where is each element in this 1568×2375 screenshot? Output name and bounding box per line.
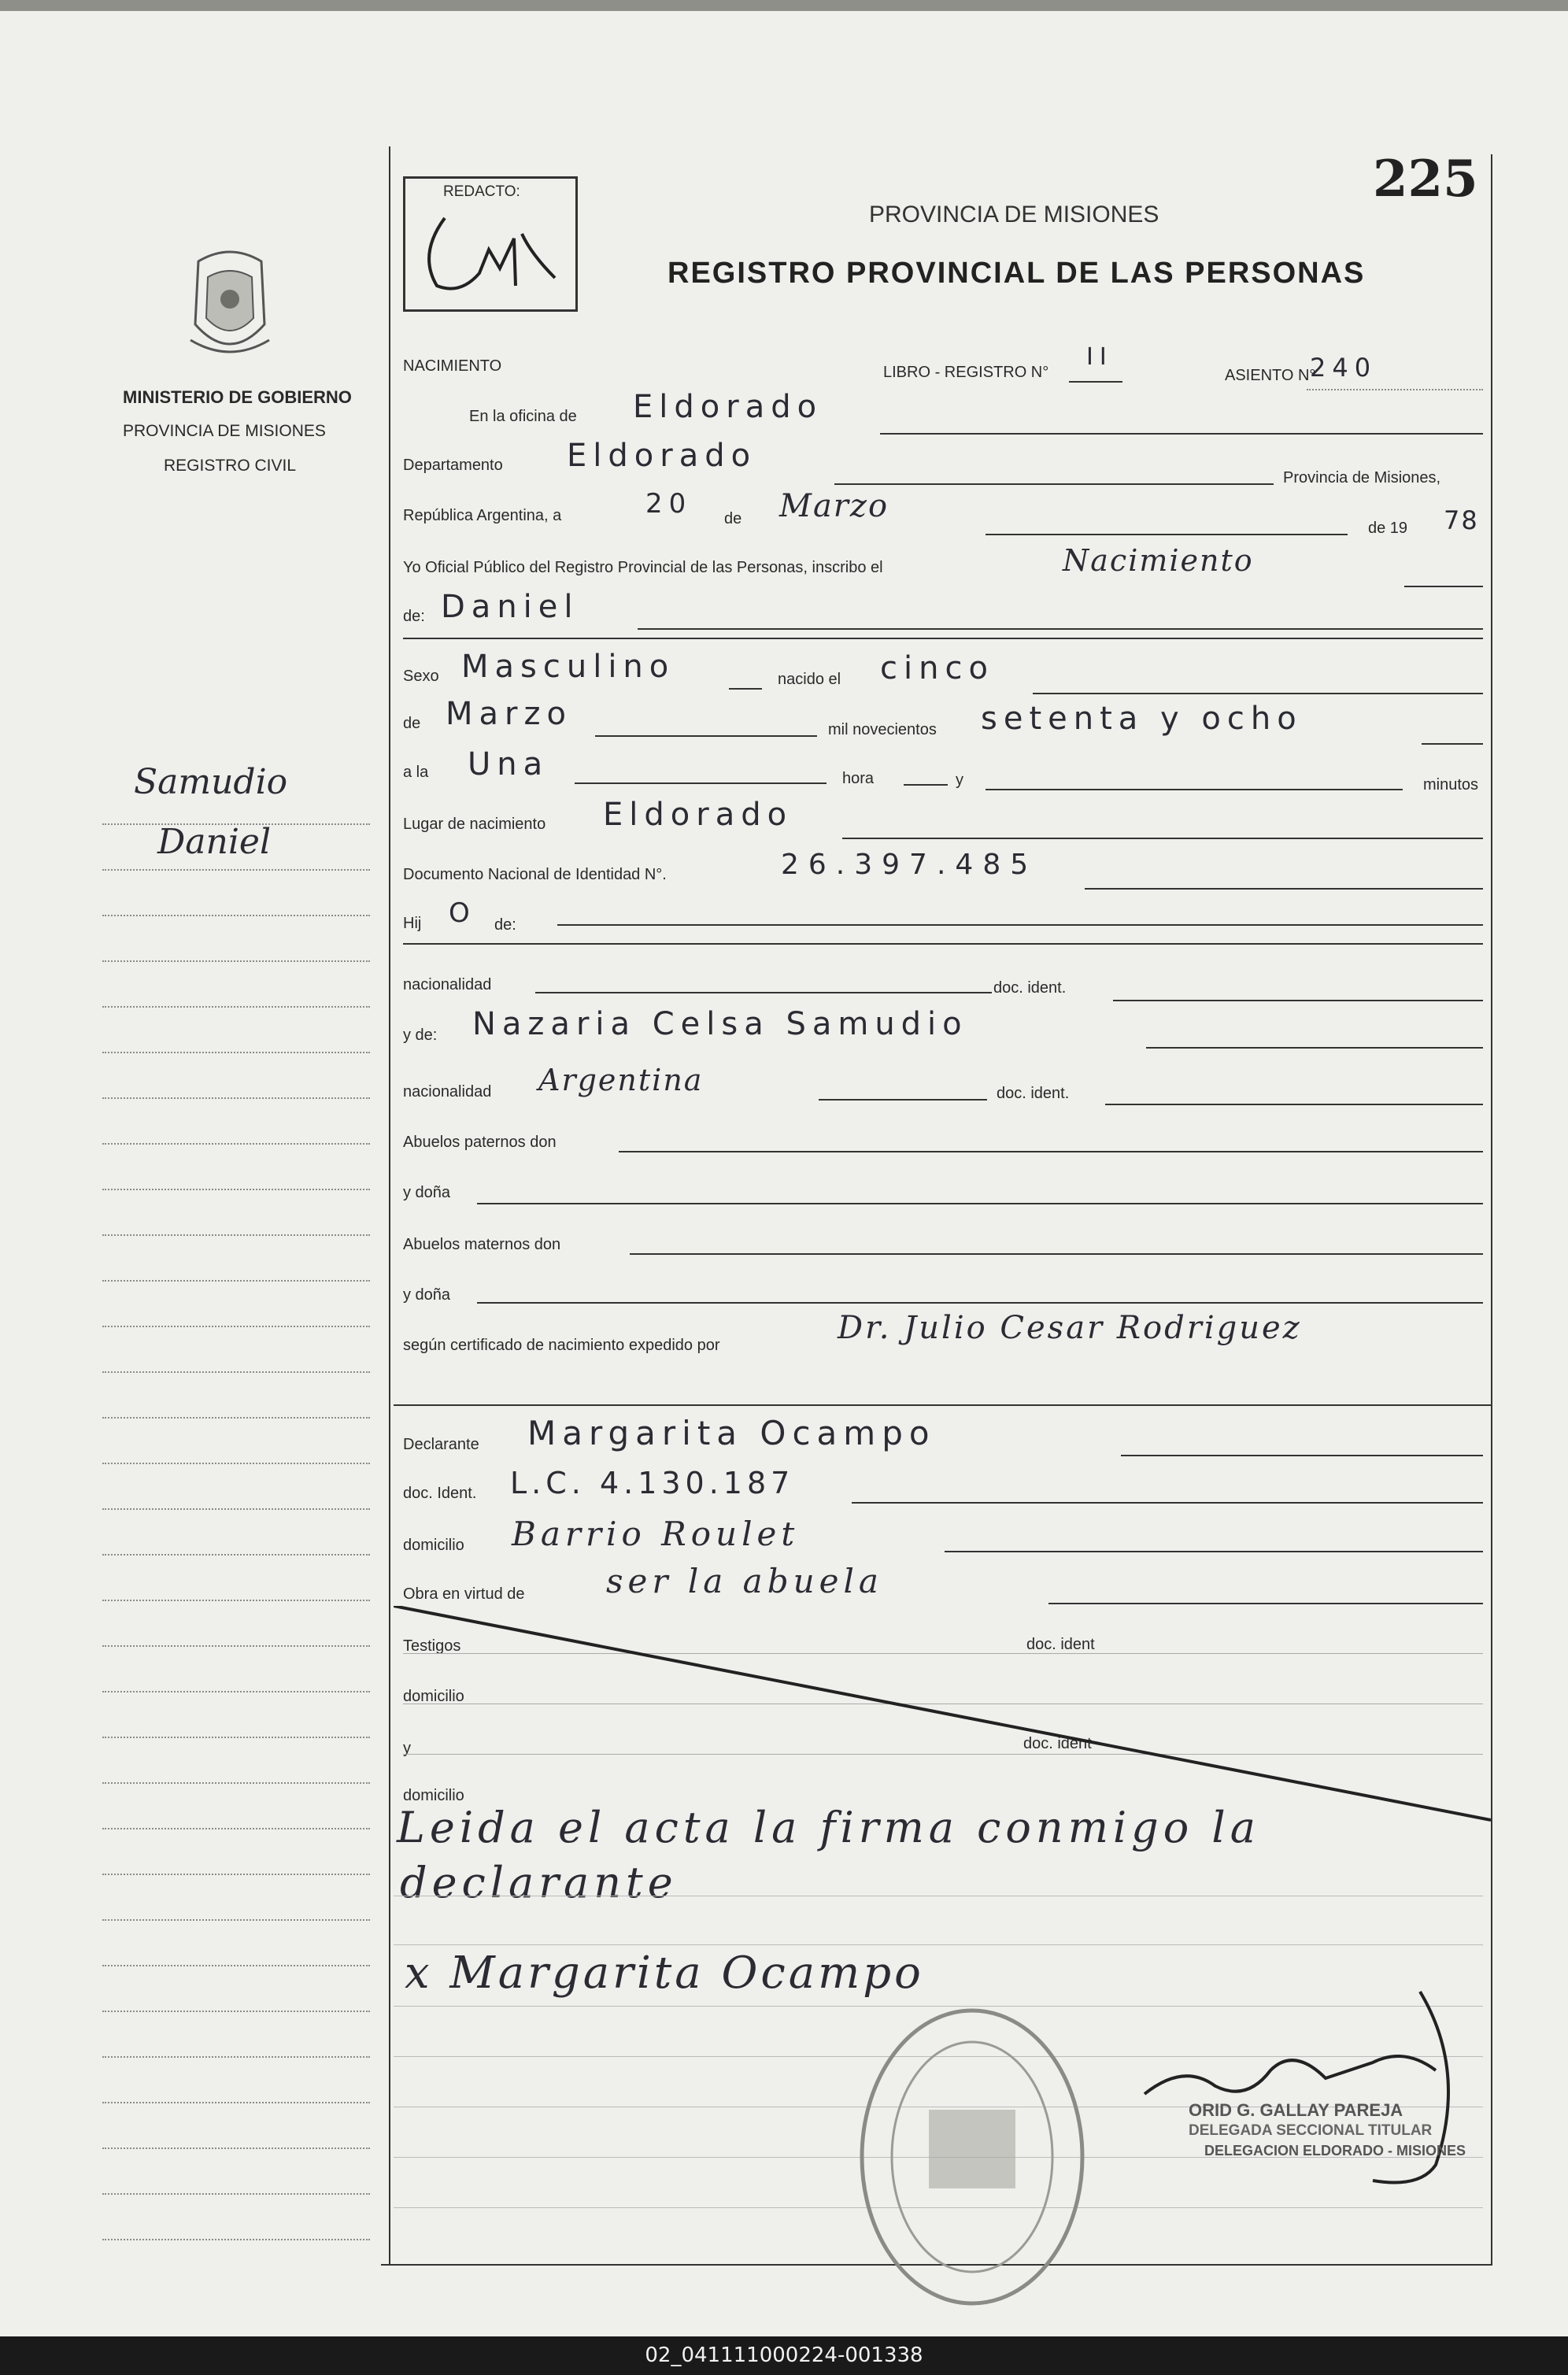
y-dona-2-label: y doña — [403, 1286, 451, 1304]
dni-value: 26.397.485 — [781, 849, 1038, 881]
libro-label: LIBRO - REGISTRO N° — [883, 364, 1049, 381]
hora-value: Una — [468, 746, 549, 782]
doc-ident-1-label: doc. ident. — [993, 979, 1067, 997]
obra-label: Obra en virtud de — [403, 1585, 525, 1603]
y-de-label: y de: — [403, 1027, 438, 1044]
testigos-label: Testigos — [403, 1637, 461, 1655]
de-mes-label: de — [403, 715, 421, 732]
anio-letras-value: setenta y ocho — [981, 701, 1303, 737]
testigo-2-domicilio-label: domicilio — [403, 1787, 464, 1804]
ministry-registry: REGISTRO CIVIL — [164, 457, 297, 475]
declarante-label: Declarante — [403, 1436, 479, 1453]
yo-oficial-text: Yo Oficial Público del Registro Provincial de las Personas, inscribo el — [403, 559, 883, 576]
doc-ident-declarante-value: L.C. 4.130.187 — [510, 1466, 795, 1500]
doc-ident-2-label: doc. ident. — [997, 1085, 1070, 1102]
inscribo-value: Nacimiento — [1063, 543, 1254, 578]
de-nombre-label: de: — [403, 608, 425, 625]
provincial-emblem-icon — [176, 246, 283, 364]
testigo-1-domicilio-label: domicilio — [403, 1688, 464, 1705]
abuelos-maternos-label: Abuelos maternos don — [403, 1236, 561, 1253]
redacto-initials-icon — [413, 207, 563, 301]
official-office: DELEGACION ELDORADO - MISIONES — [1204, 2143, 1466, 2159]
nacido-label: nacido el — [778, 671, 841, 688]
asiento-label: ASIENTO N° — [1225, 367, 1316, 384]
nombre-value: Daniel — [441, 589, 579, 625]
mil-label: mil novecientos — [828, 721, 937, 738]
declarante-value: Margarita Ocampo — [527, 1414, 936, 1452]
de-label: de — [724, 510, 742, 527]
registry-seal-icon — [850, 2000, 1094, 2314]
departamento-value: Eldorado — [567, 438, 757, 474]
redacto-label: REDACTO: — [443, 183, 520, 200]
nacionalidad-1-label: nacionalidad — [403, 976, 492, 993]
domicilio-value: Barrio Roulet — [512, 1515, 800, 1553]
margin-note-surname: Samudio — [134, 762, 288, 802]
hijo-de-label: de: — [494, 916, 516, 934]
nacionalidad-2-value: Argentina — [538, 1063, 704, 1097]
minutos-label: minutos — [1423, 776, 1479, 794]
oficina-label: En la oficina de — [469, 408, 577, 425]
sexo-label: Sexo — [403, 668, 439, 685]
de19-label: de 19 — [1368, 520, 1408, 537]
testigo-2-y-label: y — [403, 1740, 411, 1757]
oficina-value: Eldorado — [633, 389, 823, 425]
file-id-footer: 02_041111000224-001338 — [0, 2336, 1568, 2375]
ministry-province: PROVINCIA DE MISIONES — [123, 422, 326, 440]
nac-mes-value: Marzo — [446, 696, 572, 732]
obra-value: ser la abuela — [606, 1562, 883, 1600]
firma-declarante: x Margarita Ocampo — [405, 1948, 924, 1999]
y-label: y — [956, 771, 963, 789]
domicilio-label: domicilio — [403, 1537, 464, 1554]
registry-heading: REGISTRO PROVINCIAL DE LAS PERSONAS — [668, 257, 1366, 290]
departamento-label: Departamento — [403, 457, 503, 474]
official-name: ORID G. GALLAY PAREJA — [1189, 2100, 1403, 2120]
libro-value: II — [1086, 343, 1113, 371]
hijo-suffix: O — [449, 897, 470, 929]
certificado-label: según certificado de nacimiento expedido por — [403, 1337, 720, 1354]
lugar-label: Lugar de nacimiento — [403, 816, 546, 833]
margin-note-name: Daniel — [157, 822, 272, 862]
province-heading: PROVINCIA DE MISIONES — [869, 202, 1159, 228]
certificado-value: Dr. Julio Cesar Rodriguez — [838, 1310, 1302, 1346]
doc-ident-declarante-label: doc. Ident. — [403, 1485, 477, 1502]
nacionalidad-2-label: nacionalidad — [403, 1083, 492, 1101]
lugar-value: Eldorado — [603, 797, 793, 833]
madre-value: Nazaria Celsa Samudio — [472, 1006, 968, 1042]
anio-value: 78 — [1444, 505, 1479, 535]
redacto-box — [403, 176, 578, 312]
scan-top-edge — [0, 0, 1568, 11]
a-la-label: a la — [403, 764, 429, 781]
mes-value: Marzo — [779, 488, 889, 524]
nacido-value: cinco — [880, 650, 994, 686]
leida-line-1: Leida el acta la firma conmigo la — [397, 1803, 1260, 1852]
provincia-suffix: Provincia de Misiones, — [1283, 469, 1441, 486]
hijo-label: Hij — [403, 915, 422, 932]
hora-label: hora — [842, 770, 875, 787]
sexo-value: Masculino — [461, 649, 675, 685]
testigo-2-doc-label: doc. ident — [1023, 1735, 1092, 1752]
asiento-value: 240 — [1310, 353, 1378, 383]
abuelos-paternos-label: Abuelos paternos don — [403, 1134, 557, 1151]
nacimiento-label: NACIMIENTO — [403, 357, 502, 375]
dia-value: 20 — [645, 488, 693, 520]
y-dona-1-label: y doña — [403, 1184, 451, 1201]
official-signature-icon — [1137, 1976, 1483, 2196]
leida-line-2: declarante — [400, 1858, 678, 1907]
dni-label: Documento Nacional de Identidad N°. — [403, 866, 667, 883]
testigo-1-doc-label: doc. ident — [1026, 1636, 1095, 1653]
page-number: 225 — [1373, 150, 1478, 209]
republica-label: República Argentina, a — [403, 507, 562, 524]
official-title: DELEGADA SECCIONAL TITULAR — [1189, 2122, 1433, 2139]
strike-line-icon — [394, 1606, 1491, 1826]
ministry-title: MINISTERIO DE GOBIERNO — [123, 387, 352, 407]
